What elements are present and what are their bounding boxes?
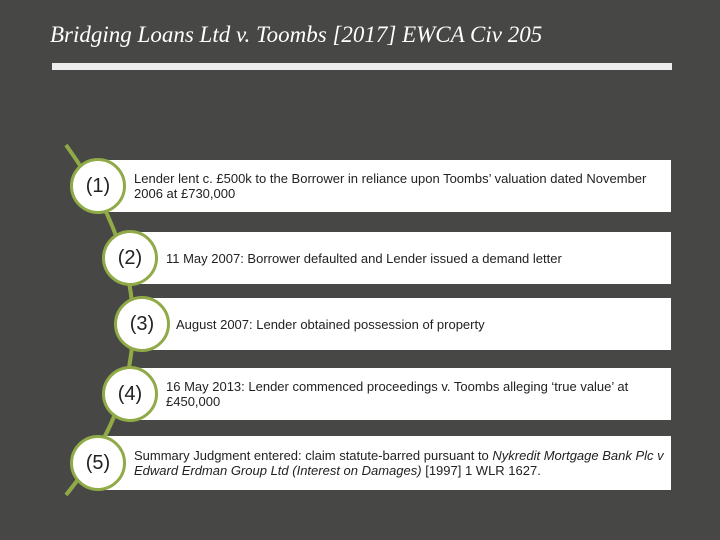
step-1-text: Lender lent c. £500k to the Borrower in reliance upon Toombs’ valuation dated November 2006 at £730,000 [134,171,647,201]
step-4-text: 16 May 2013: Lender commenced proceedings v. Toombs alleging ‘true value’ at £450,000 [166,379,629,409]
step-3-number: (3) [129,312,155,335]
step-2-number: (2) [117,246,143,269]
step-4-number: (4) [117,382,143,405]
case-citation: Nykredit Mortgage Bank Plc v Edward Erdman Group Ltd (Interest on Damages) [134,448,664,478]
step-1-box [96,160,671,212]
step-1-marker [70,158,126,214]
step-4-marker [102,366,158,422]
step-5-number: (5) [85,451,111,474]
step-3-box [140,298,671,350]
step-3-marker [114,296,170,352]
step-1-number: (1) [85,174,111,197]
step-5-box [96,436,671,490]
step-5-text: Summary Judgment entered: claim statute-barred pursuant to Nykredit Mortgage Bank Plc v Edward Erdman Group Ltd (Interest on Damages) [1997] 1 WLR 1627. [134,448,664,478]
slide-title: Bridging Loans Ltd v. Toombs [2017] EWCA Civ 205 [50,22,543,47]
step-2-marker [102,230,158,286]
step-2-box [128,232,671,284]
step-5-marker [70,435,126,491]
step-2-text: 11 May 2007: Borrower defaulted and Lender issued a demand letter [166,250,562,266]
step-3-text: August 2007: Lender obtained possession of property [176,316,485,332]
step-4-box [128,368,671,420]
